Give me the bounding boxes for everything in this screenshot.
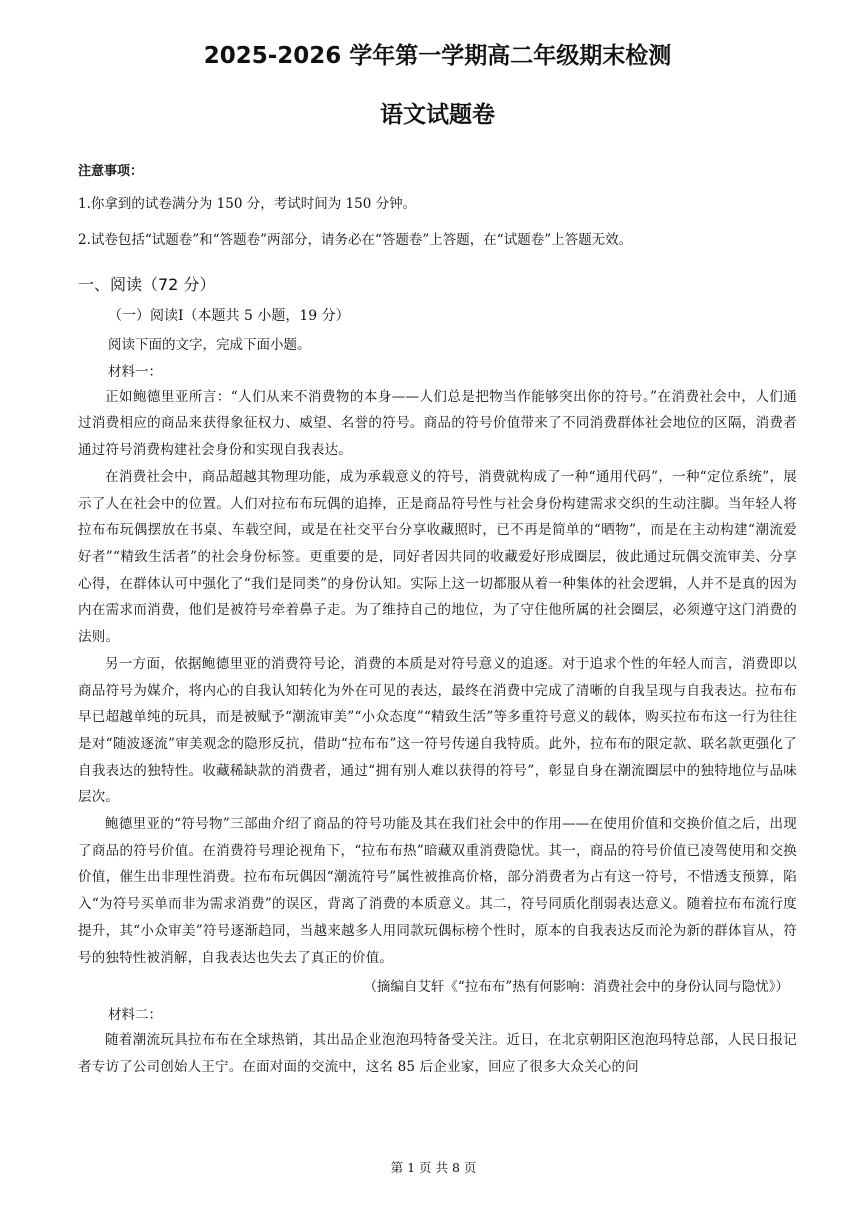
material-2-text (78, 1027, 797, 1080)
material-1-label: 材料一： (108, 363, 162, 380)
section-subheading: （一）阅读Ⅰ（本题共 5 小题，19 分） (108, 307, 350, 324)
paragraph: 在消费社会中，商品超越其物理功能，成为承载意义的符号，消费就构成了一种“通用代码”，一种“定位系统”，展示了人在社会中的位置。人们对拉布布玩偶的追捧，正是商品符号性与社会身份构建需求交织的生动注脚。当年轻人将拉布布玩偶摆放在书桌、车载空间，或是在社交平台分享收藏照时，已不再是简单的“晒物”，而是在主动构建“潮流爱好者”“精致生活者”的社会身份标签。更重要的是，同好者因共同的收藏爱好形成圈层，彼此通过玩偶交流审美、分享心得，在群体认可中强化了“我们是同类”的身份认知。实际上这一切都服从着一种集体的社会逻辑，人并不是真的因为内在需求而消费，他们是被符号牵着鼻子走。为了维持自己的地位，为了守住他所属的社会圈层，必须遵守这门消费的法则。 (78, 468, 797, 646)
paragraph: 鲍德里亚的“符号物”三部曲介绍了商品的符号功能及其在我们社会中的作用——在使用价值和交换价值之后，出现了商品的符号价值。在消费符号理论视角下，“拉布布热”暗藏双重消费隐忧。其一，商品的符号价值已凌驾使用和交换价值，催生出非理性消费。拉布布玩偶因“潮流符号”属性被推高价格，部分消费者为占有这一符号，不惜透支预算，陷入“为符号买单而非为需求消费”的误区，背离了消费的本质意义。其二，符号同质化削弱表达意义。随着拉布布流行度提升，其“小众审美”符号逐渐趋同，当越来越多人用同款玩偶标榜个性时，原本的自我表达反而沦为新的群体盲从，符号的独特性被消解，自我表达也失去了真正的价值。 (78, 816, 797, 966)
paragraph: 正如鲍德里亚所言：“人们从来不消费物的本身——人们总是把物当作能够突出你的符号。”在消费社会中，人们通过消费相应的商品来获得象征权力、威望、名誉的符号。商品的符号价值带来了不同消费群体社会地位的区隔，消费者通过符号消费构建社会身份和实现自我表达。 (78, 388, 797, 459)
paragraph: 随着潮流玩具拉布布在全球热销，其出品企业泡泡玛特备受关注。近日，在北京朝阳区泡泡玛特总部，人民日报记者专访了公司创始人王宁。在面对面的交流中，这名 85 后企业家，回应了很多大众关心的问 (78, 1032, 797, 1075)
notice-item-2: 2.试卷包括“试题卷”和“答题卷”两部分，请务必在“答题卷”上答题，在“试题卷”上答题无效。 (78, 231, 633, 248)
material-1-text (78, 384, 797, 971)
exam-subtitle: 语文试题卷 (380, 102, 495, 128)
page-number: 第 1 页 共 8 页 (390, 1160, 477, 1175)
paragraph: 另一方面，依据鲍德里亚的消费符号论，消费的本质是对符号意义的追逐。对于追求个性的年轻人而言，消费即以商品符号为媒介，将内心的自我认知转化为外在可见的表达，最终在消费中完成了清晰的自我呈现与自我表达。拉布布早已超越单纯的玩具，而是被赋予“潮流审美”“小众态度”“精致生活”等多重符号意义的载体，购买拉布布这一行为往往是对“随波逐流”审美观念的隐形反抗，借助“拉布布”这一符号传递自我特质。此外，拉布布的限定款、联名款更强化了自我表达的独特性。收藏稀缺款的消费者，通过“拥有别人难以获得的符号”，彰显自身在潮流圈层中的独特地位与品味层次。 (78, 655, 797, 806)
material-2-label: 材料二： (108, 1007, 162, 1024)
notice-heading: 注意事项： (78, 164, 144, 179)
notice-item-1: 1.你拿到的试卷满分为 150 分，考试时间为 150 分钟。 (78, 196, 417, 212)
material-1-source: （摘编自艾轩《“拉布布”热有何影响：消费社会中的身份认同与隐忧》） (363, 979, 789, 996)
section-instruction: 阅读下面的文字，完成下面小题。 (108, 336, 311, 353)
exam-title: 2025-2026 学年第一学期高二年级期末检测 (203, 43, 672, 69)
section-heading: 一、阅读（72 分） (78, 274, 216, 294)
